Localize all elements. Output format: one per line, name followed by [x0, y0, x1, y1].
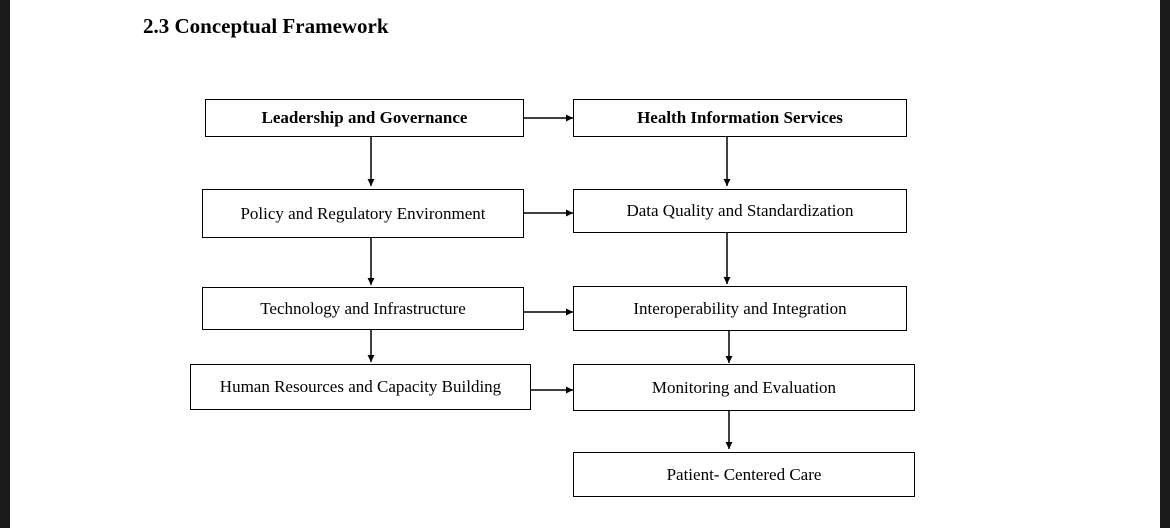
box-interoperability: Interoperability and Integration: [573, 286, 907, 331]
section-heading: 2.3 Conceptual Framework: [143, 14, 389, 38]
connector-arrows: [10, 0, 1160, 528]
box-policy-regulatory: Policy and Regulatory Environment: [202, 189, 524, 238]
box-leadership-governance: Leadership and Governance: [205, 99, 524, 137]
box-human-resources: Human Resources and Capacity Building: [190, 364, 531, 410]
box-monitoring-evaluation: Monitoring and Evaluation: [573, 364, 915, 411]
box-data-quality: Data Quality and Standardization: [573, 189, 907, 233]
document-page: [10, 0, 1160, 528]
box-patient-centered-care: Patient- Centered Care: [573, 452, 915, 497]
box-health-information-services: Health Information Services: [573, 99, 907, 137]
box-technology-infrastructure: Technology and Infrastructure: [202, 287, 524, 330]
